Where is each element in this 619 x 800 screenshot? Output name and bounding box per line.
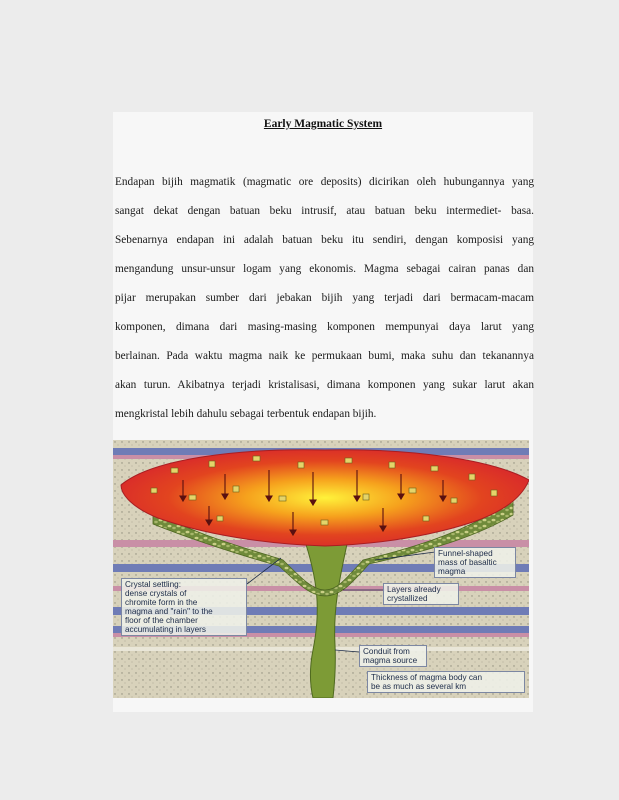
label-conduit: Conduit from magma source	[359, 645, 427, 667]
document-page	[113, 112, 533, 712]
label-crystal-settling: Crystal settling: dense crystals of chromite form in the magma and "rain" to the floor of the chamber accumulating in layers	[121, 578, 247, 636]
paragraph-line: akan turun. Akibatnya terjadi kristalisasi, dimana komponen yang sukar larut akan	[115, 379, 534, 391]
label-thickness: Thickness of magma body can be as much as several km	[367, 671, 525, 693]
label-funnel-shaped: Funnel-shaped mass of basaltic magma	[434, 547, 516, 578]
page-title: Early Magmatic System	[263, 118, 383, 130]
paragraph-line: Sebenarnya endapan ini adalah batuan beku itu sendiri, dengan komposisi yang	[115, 234, 534, 246]
paragraph-line: berlainan. Pada waktu magma naik ke permukaan bumi, maka suhu dan tekanannya	[115, 350, 534, 362]
paragraph-line: pijar merupakan sumber dari jebakan bijih yang terjadi dari bermacam-macam	[115, 292, 534, 304]
paragraph-line: mengandung unsur-unsur logam yang ekonomis. Magma sebagai cairan panas dan	[115, 263, 534, 275]
paragraph-line: mengkristal lebih dahulu sebagai terbentuk endapan bijih.	[115, 408, 377, 420]
label-layers-crystallized: Layers already crystallized	[383, 583, 459, 605]
paragraph-line: komponen, dimana dari masing-masing komponen mempunyai daya larut yang	[115, 321, 534, 333]
paragraph-line: Endapan bijih magmatik (magmatic ore deposits) dicirikan oleh hubungannya yang	[115, 176, 534, 188]
magmatic-system-diagram	[113, 440, 529, 698]
paragraph-line: sangat dekat dengan batuan beku intrusif, atau batuan beku intermediet- basa.	[115, 205, 534, 217]
